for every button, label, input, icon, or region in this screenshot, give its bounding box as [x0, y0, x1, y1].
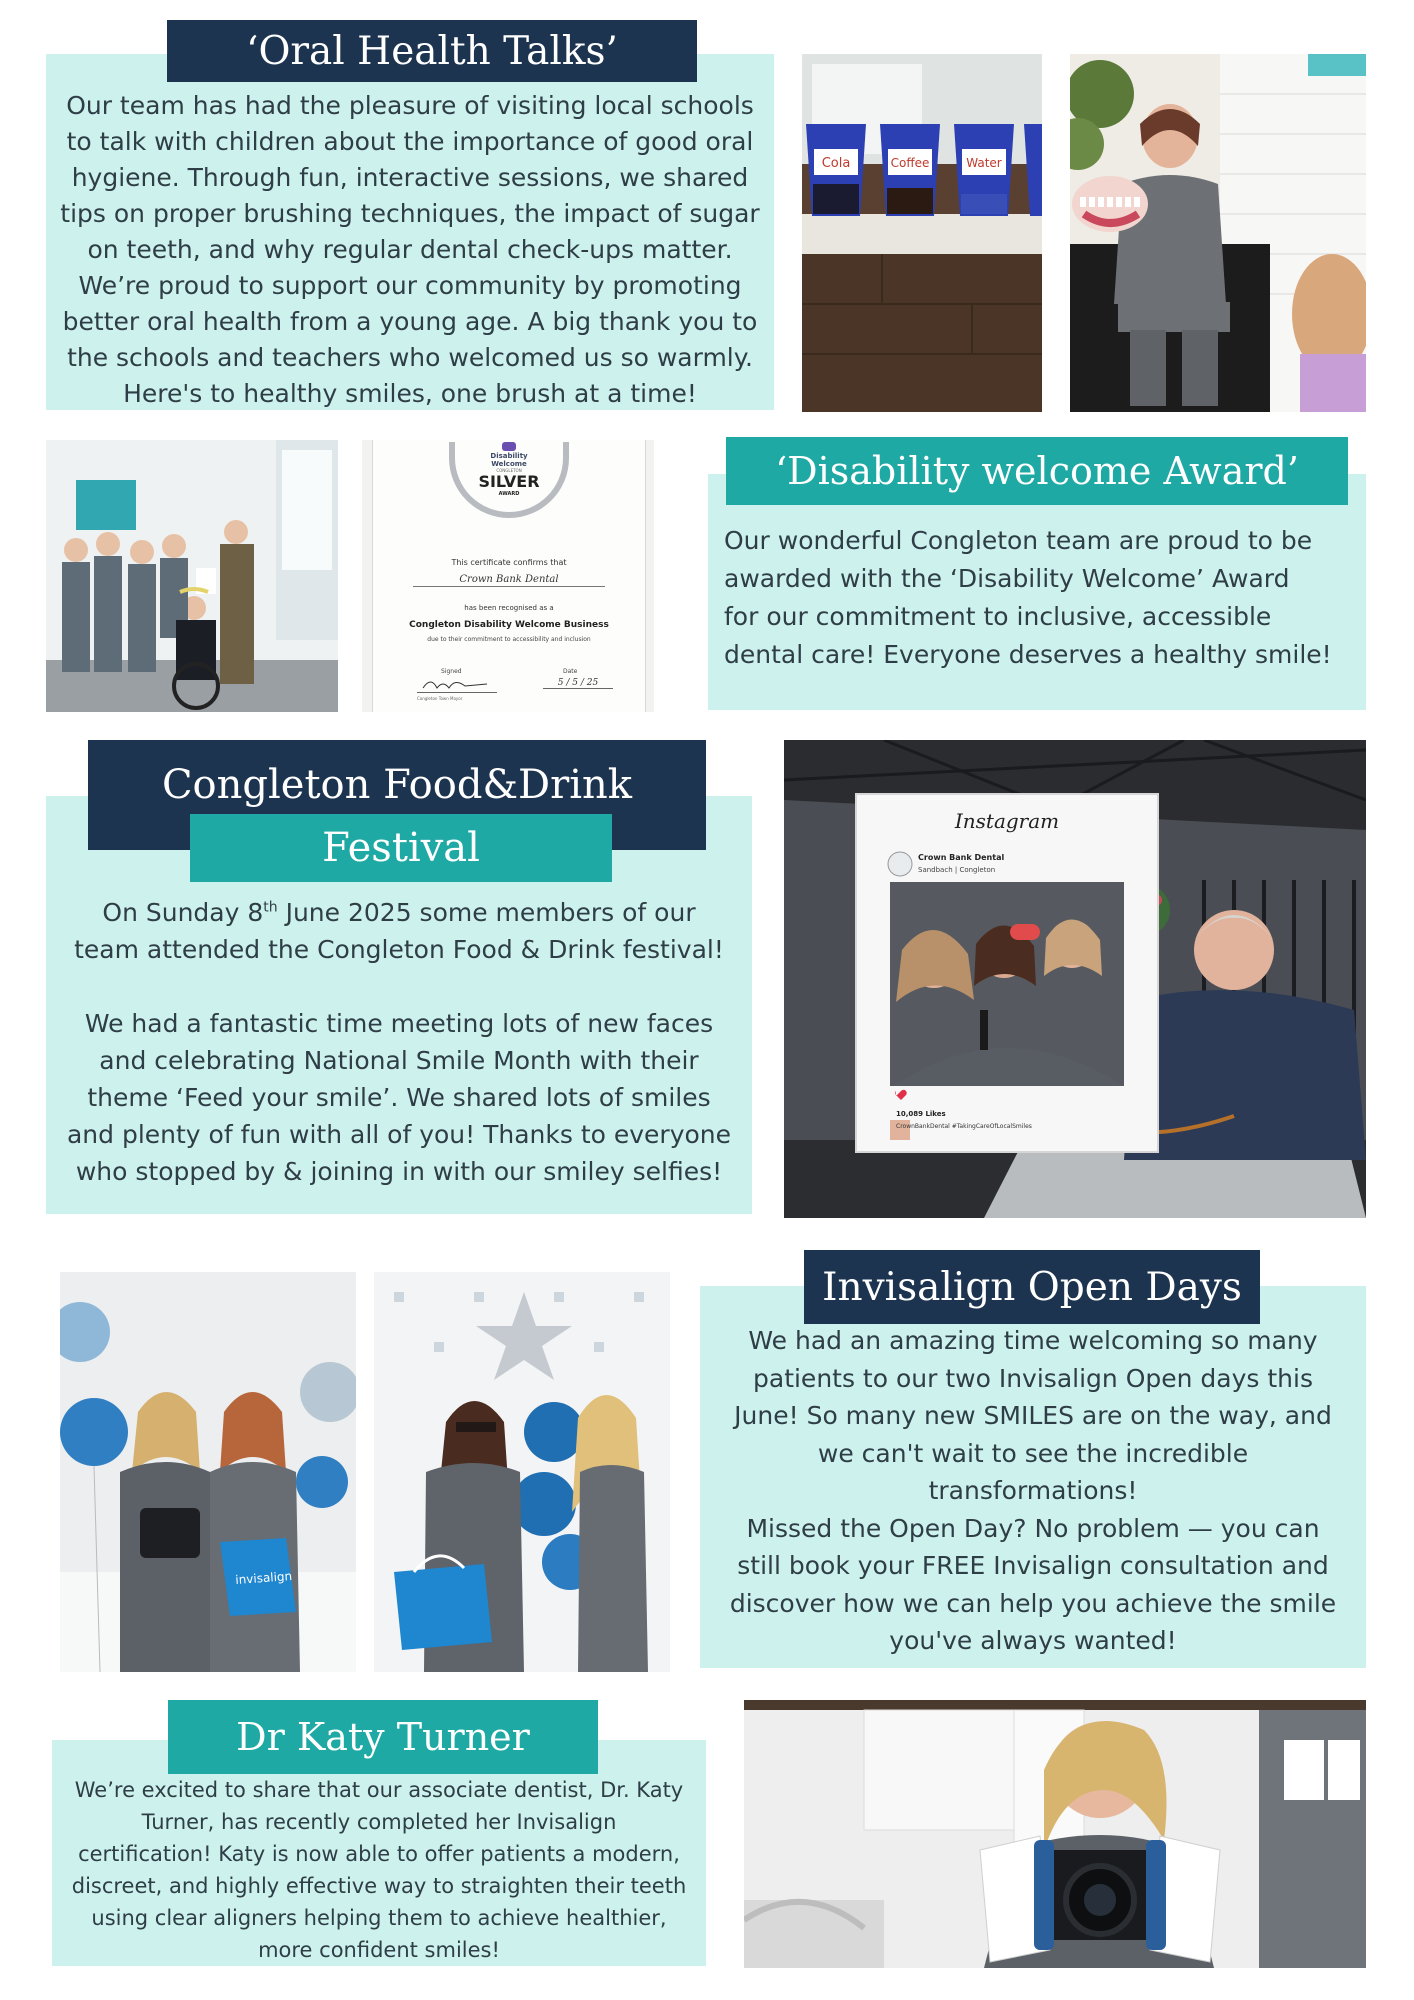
katy-scene	[744, 1700, 1366, 1968]
festival-text	[46, 894, 752, 1190]
cup-label: Water	[966, 156, 1002, 170]
certificate-text: This certificate confirms that	[451, 558, 567, 567]
text-line: certification! Katy is now able to offer patients a modern,	[78, 1842, 680, 1866]
presenter-illustration	[1070, 54, 1366, 412]
text-line: awarded with the ‘Disability Welcome’ Award	[724, 564, 1290, 593]
text-part: June 2025 some members of our	[277, 898, 696, 927]
cup-label: Coffee	[890, 156, 930, 170]
certificate-date: 5 / 5 / 25	[543, 678, 613, 689]
silver-badge	[449, 442, 569, 518]
text-part: On Sunday 8	[102, 898, 264, 927]
likes-count: 10,089 Likes	[896, 1110, 946, 1118]
signature-line	[417, 692, 497, 693]
disability-panel	[708, 474, 1366, 710]
text-line: We’re proud to support our community by promoting	[78, 271, 742, 300]
cups-illustration	[802, 54, 1042, 412]
text-line: tips on proper brushing techniques, the impact of sugar	[60, 199, 760, 228]
bag-label: invisalign	[234, 1569, 293, 1587]
certificate-date-label: Date	[563, 668, 578, 675]
cup-label: Cola	[821, 156, 851, 171]
photo-festival-selfie	[784, 740, 1366, 1218]
badge-text: Disability	[490, 452, 528, 460]
badge-text: CONGLETON	[496, 468, 522, 473]
katy-title: Dr Katy Turner	[168, 1700, 598, 1774]
certificate-practice: Crown Bank Dental	[413, 574, 605, 587]
invisalign-panel	[700, 1286, 1366, 1668]
photo-school-talk	[1070, 54, 1366, 412]
photo-open-day-2	[374, 1272, 670, 1672]
post-caption: CrownBankDental #TakingCareOfLocalSmiles	[896, 1123, 1032, 1130]
account-location: Sandbach | Congleton	[918, 866, 996, 874]
oral-health-panel	[46, 54, 774, 410]
certificate	[372, 440, 646, 712]
text-line: hygiene. Through fun, interactive sessions, we shared	[71, 163, 749, 192]
text-line: Turner, has recently completed her Invisalign	[141, 1810, 617, 1834]
text-line: Our wonderful Congleton team are proud to be	[724, 526, 1313, 555]
text-line: Missed the Open Day? No problem — you can	[746, 1513, 1320, 1543]
text-line: the schools and teachers who welcomed us so warmly.	[67, 343, 753, 372]
signature-scribble	[421, 676, 491, 692]
oral-health-text	[46, 88, 774, 412]
text-line: June! So many new SMILES are on the way, and	[734, 1401, 1332, 1430]
certificate-signed-label: Signed	[441, 668, 462, 675]
text-line: discover how we can help you achieve the smile	[729, 1588, 1337, 1618]
text-line: and plenty of fun with all of you! Thanks to everyone	[66, 1120, 732, 1149]
certificate-text: due to their commitment to accessibility and inclusion	[427, 636, 591, 643]
disability-welcome-logo-icon	[502, 442, 516, 451]
disability-title: ‘Disability welcome Award’	[726, 437, 1348, 505]
text-line: discreet, and highly effective way to straighten their teeth	[71, 1874, 687, 1898]
certificate-text: has been recognised as a	[464, 604, 554, 612]
account-avatar-icon	[888, 852, 912, 876]
badge-award-sub: AWARD	[498, 491, 520, 497]
text-line: on teeth, and why regular dental check-ups matter.	[87, 235, 733, 264]
instagram-logo-text: Instagram	[954, 809, 1060, 833]
text-line: We’re excited to share that our associate dentist, Dr. Katy	[74, 1778, 684, 1802]
text-line: you've always wanted!	[889, 1626, 1177, 1655]
katy-text	[52, 1774, 706, 1966]
festival-title-line1: Congleton Food&Drink	[88, 740, 706, 850]
award-team-illustration	[46, 440, 338, 712]
text-line: dental care! Everyone deserves a healthy smile!	[724, 640, 1332, 669]
text-line: more confident smiles!	[258, 1938, 500, 1962]
text-line: transformations!	[928, 1476, 1138, 1505]
badge-text: Welcome	[491, 460, 527, 468]
text-line: We had a fantastic time meeting lots of new faces	[84, 1009, 714, 1038]
photo-award-certificate	[362, 440, 654, 712]
open-day-1-scene	[60, 1272, 356, 1672]
text-line: better oral health from a young age. A big thank you to	[62, 307, 758, 336]
invisalign-text	[700, 1322, 1366, 1660]
certificate-business: Congleton Disability Welcome Business	[409, 620, 609, 630]
festival-scene	[784, 740, 1366, 1218]
festival-title-line2: Festival	[190, 814, 612, 882]
disability-text	[724, 522, 1360, 674]
paragraph-gap	[46, 968, 752, 1005]
text-line: to talk with children about the importance of good oral	[66, 127, 754, 156]
account-name: Crown Bank Dental	[918, 853, 1005, 862]
certificate-text: Congleton Town Mayor	[417, 696, 463, 701]
invisalign-title: Invisalign Open Days	[804, 1250, 1260, 1324]
text-line: patients to our two Invisalign Open days this	[753, 1363, 1313, 1393]
photo-open-day-1	[60, 1272, 356, 1672]
oral-health-title: ‘Oral Health Talks’	[167, 20, 697, 82]
text-line: Our team has had the pleasure of visiting local schools	[66, 91, 754, 120]
text-line: We had an amazing time welcoming so many	[748, 1326, 1318, 1355]
text-line: still book your FREE Invisalign consultation and	[737, 1551, 1329, 1580]
text-line: we can't wait to see the incredible	[817, 1438, 1249, 1468]
text-part: th	[263, 899, 278, 916]
text-line: for our commitment to inclusive, accessible	[724, 602, 1272, 631]
photo-dr-katy	[744, 1700, 1366, 1968]
text-line: team attended the Congleton Food & Drink festival!	[74, 935, 724, 964]
text-line: theme ‘Feed your smile’. We shared lots of smiles	[87, 1083, 711, 1112]
text-line: who stopped by & joining in with our smiley selfies!	[75, 1157, 723, 1186]
badge-award: SILVER	[478, 472, 540, 491]
text-line: Here's to healthy smiles, one brush at a time!	[123, 379, 697, 408]
text-line	[46, 894, 752, 931]
photo-sugar-cups	[802, 54, 1042, 412]
photo-award-team	[46, 440, 338, 712]
text-line: using clear aligners helping them to achieve healthier,	[91, 1906, 667, 1930]
text-line: and celebrating National Smile Month with their	[99, 1046, 699, 1075]
open-day-2-scene	[374, 1272, 670, 1672]
